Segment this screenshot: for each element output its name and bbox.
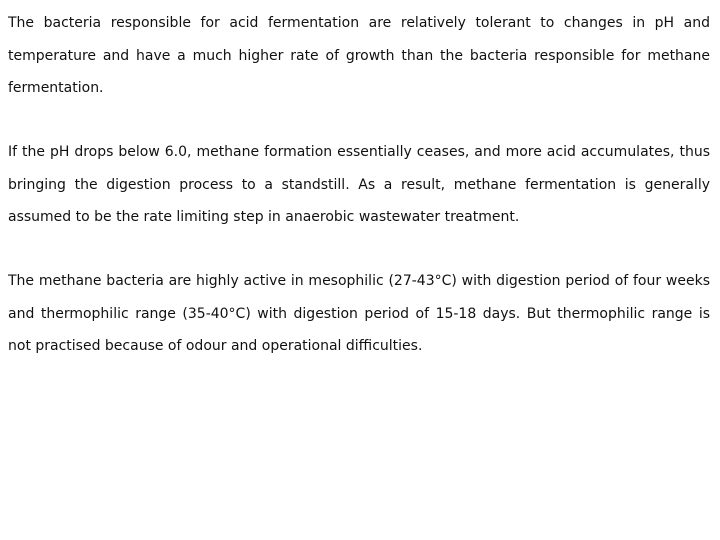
paragraph-ph-drop: If the pH drops below 6.0, methane formation essentially ceases, and more acid accumulates, thus bringing the digestion process to a standstill. As a result, methane fermentation is generally assumed to be the rate limiting step in anaerobic wastewater treatment. (8, 144, 710, 225)
paragraph-temperature-ranges: The methane bacteria are highly active in mesophilic (27-43°C) with digestion period of four weeks and thermophilic range (35-40°C) with digestion period of 15-18 days. But thermophilic range is not practised because of odour and operational difficulties. (8, 273, 710, 354)
paragraph-acid-fermentation: The bacteria responsible for acid fermentation are relatively tolerant to changes in pH and temperature and have a much higher rate of growth than the bacteria responsible for methane fermentation. (8, 15, 710, 96)
